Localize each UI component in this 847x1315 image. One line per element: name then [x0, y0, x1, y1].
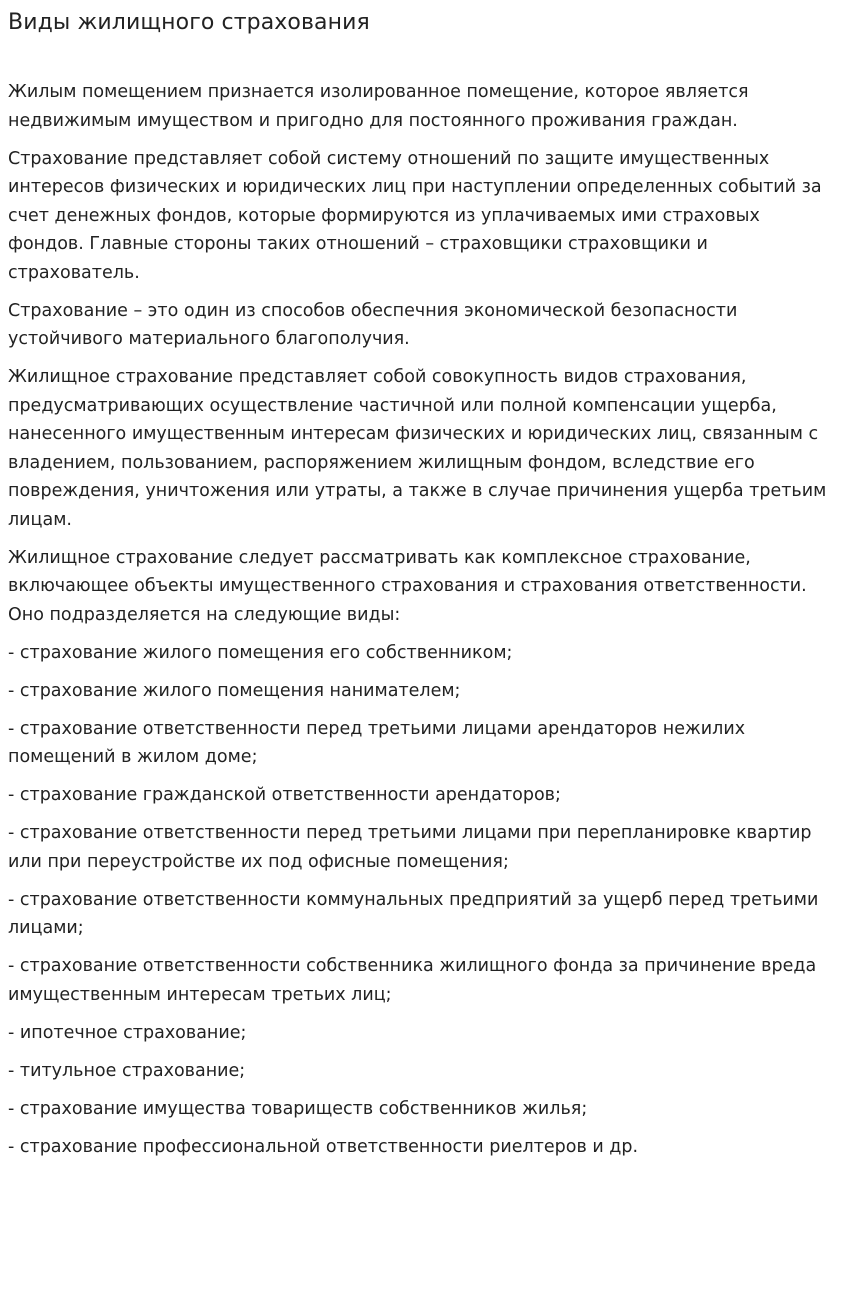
list-item: - страхование жилого помещения нанимателем; [8, 680, 461, 701]
paragraph-definition: Жилым помещением признается изолированное помещение, которое является недвижимым имуществом и пригодно для постоянного проживания граждан. [8, 82, 749, 131]
list-item: - титульное страхование; [8, 1060, 246, 1081]
list-item: - страхование ответственности перед третьими лицами при перепланировке квартир или при переустройстве их под офисные помещения; [8, 823, 812, 872]
paragraph-housing-insurance: Жилищное страхование представляет собой совокупность видов страхования, предусматривающих осуществление частичной или полной компенсации ущерба, нанесенного имущественным интересам физических и юридических лиц, связанным с владением, пользованием, распоряжением жилищным фондом, вследствие его повреждения, уничтожения или утраты, а также в случае причинения ущерба третьим лицам. [8, 367, 827, 530]
page-title: Виды жилищного страхования [8, 10, 370, 35]
list-item: - страхование гражданской ответственности арендаторов; [8, 785, 561, 805]
article-body [8, 78, 839, 1161]
list-item: - страхование жилого помещения его собственником; [8, 642, 513, 663]
paragraph-types-intro: Жилищное страхование следует рассматривать как комплексное страхование, включающее объекты имущественного страхования и страхования ответственности. Оно подразделяется на следующие виды: [8, 547, 807, 625]
list-item: - страхование ответственности собственника жилищного фонда за причинение вреда имущественным интересам третьих лиц; [8, 956, 817, 1005]
paragraph-insurance-system: Страхование представляет собой систему отношений по защите имущественных интересов физических и юридических лиц при наступлении определенных событий за счет денежных фондов, которые формируются из уплачиваемых ими страховых фондов. Главные стороны таких отношений – страховщики страховщики и страхователь. [8, 148, 822, 283]
list-item: - страхование профессиональной ответственности риелтеров и др. [8, 1136, 639, 1157]
list-item: - ипотечное страхование; [8, 1022, 247, 1043]
list-item: - страхование ответственности перед третьими лицами арендаторов нежилих помещений в жилом доме; [8, 718, 746, 767]
list-item: - страхование имущества товариществ собственников жилья; [8, 1098, 588, 1119]
list-item: - страхование ответственности коммунальных предприятий за ущерб перед третьими лицами; [8, 889, 819, 938]
paragraph-economic-security: Страхование – это один из способов обеспечния экономической безопасности устойчивого материального благополучия. [8, 300, 738, 349]
